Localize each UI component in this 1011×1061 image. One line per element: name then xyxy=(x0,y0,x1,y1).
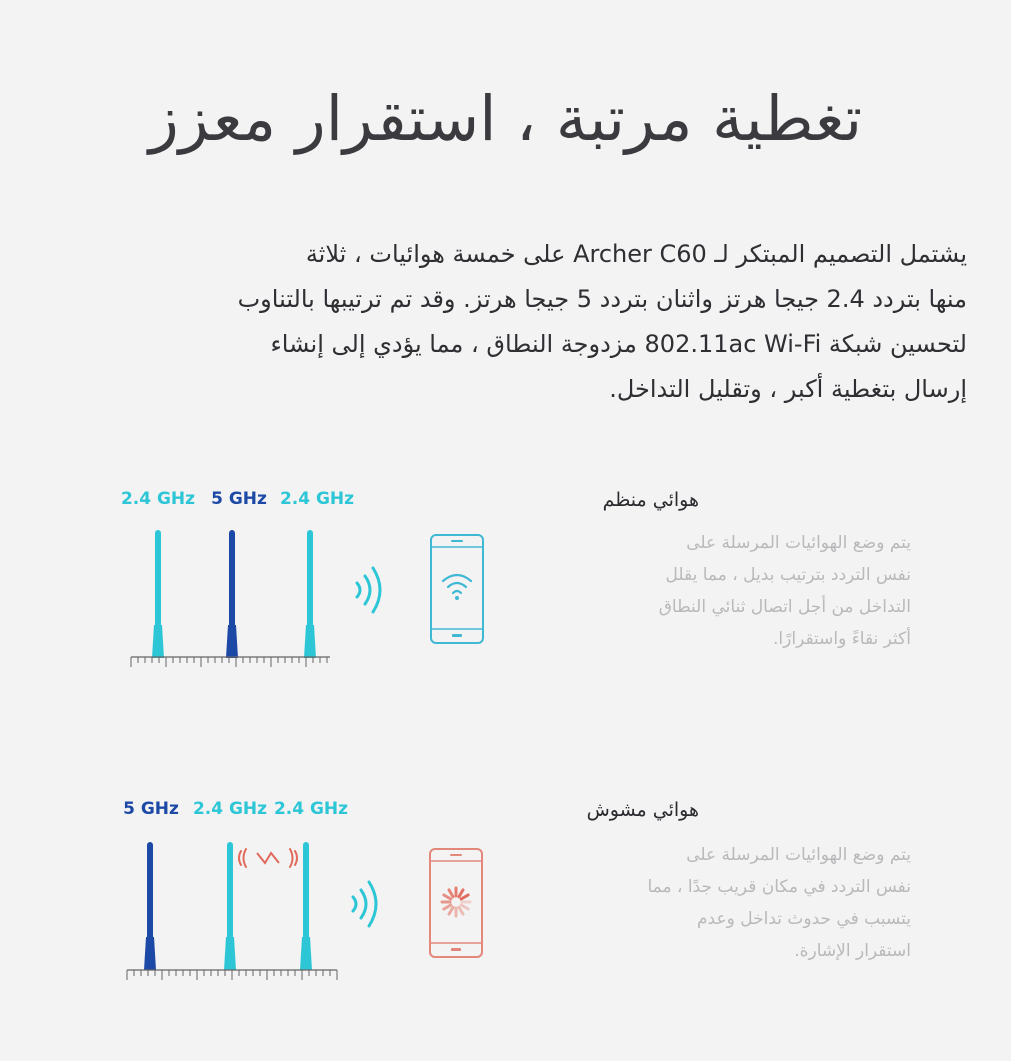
wifi-icon xyxy=(443,575,471,600)
page-title: تغطية مرتبة ، استقرار معزز xyxy=(148,81,863,155)
messy-antenna-section xyxy=(0,785,1011,1005)
description-line: نفس التردد في مكان قريب جدًا ، مما xyxy=(647,877,911,897)
description-line: يتم وضع الهوائيات المرسلة على xyxy=(686,533,911,553)
organized-antenna-section xyxy=(0,475,1011,695)
section-description xyxy=(611,839,911,967)
interference-icon xyxy=(235,843,301,877)
antenna-5ghz xyxy=(225,530,239,658)
signal-waves-icon xyxy=(349,877,385,931)
antenna-2-4ghz xyxy=(299,842,313,970)
signal-waves-icon xyxy=(353,563,389,617)
section-description xyxy=(611,527,911,655)
intro-line: منها بتردد 2.4 جيجا هرتز واثنان بتردد 5 جيجا هرتز. وقد تم ترتيبها بالتناوب xyxy=(237,285,967,313)
description-line: نفس التردد بترتيب بديل ، مما يقلل xyxy=(665,565,911,585)
smartphone-icon xyxy=(428,847,484,959)
frequency-label: 2.4 GHz xyxy=(120,489,196,509)
intro-paragraph xyxy=(122,232,967,412)
frequency-label: 5 GHz xyxy=(211,489,267,509)
antenna-2-4ghz xyxy=(151,530,165,658)
description-line: يتسبب في حدوث تداخل وعدم xyxy=(697,909,911,929)
loading-spinner-icon xyxy=(442,888,470,916)
smartphone-icon xyxy=(429,533,485,645)
description-line: استقرار الإشارة. xyxy=(794,941,911,961)
organized-antenna-diagram xyxy=(115,475,505,685)
intro-line: لتحسين شبكة 802.11ac Wi-Fi مزدوجة النطاق ، مما يؤدي إلى إنشاء xyxy=(270,330,967,358)
frequency-label: 2.4 GHz xyxy=(273,799,349,819)
description-line: أكثر نقاءً واستقرارًا. xyxy=(773,629,911,649)
description-line: التداخل من أجل اتصال ثنائي النطاق xyxy=(658,597,911,617)
frequency-label: 2.4 GHz xyxy=(279,489,355,509)
frequency-label: 5 GHz xyxy=(123,799,179,819)
ruler-scale xyxy=(115,968,340,982)
frequency-label: 2.4 GHz xyxy=(192,799,268,819)
messy-antenna-diagram xyxy=(115,785,505,995)
section-title: هوائي مشوش xyxy=(586,799,699,821)
ruler-scale xyxy=(115,655,330,669)
description-line: يتم وضع الهوائيات المرسلة على xyxy=(686,845,911,865)
section-title: هوائي منظم xyxy=(602,489,699,511)
antenna-2-4ghz xyxy=(303,530,317,658)
intro-line: إرسال بتغطية أكبر ، وتقليل التداخل. xyxy=(609,375,967,403)
antenna-5ghz xyxy=(143,842,157,970)
intro-line: يشتمل التصميم المبتكر لـ Archer C60 على خمسة هوائيات ، ثلاثة xyxy=(305,240,967,268)
